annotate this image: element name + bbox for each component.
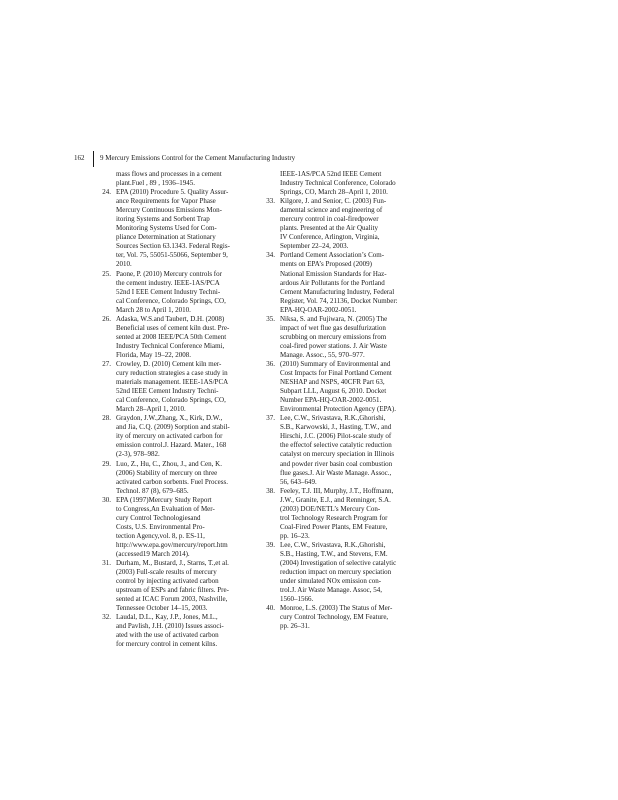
- reference-number: 29.: [102, 459, 111, 468]
- reference-line: plant.Fuel , 89 , 1936–1945.: [116, 179, 195, 188]
- reference-line: under simulated NOx emission con-: [280, 577, 382, 586]
- reference-number: 35.: [266, 314, 275, 323]
- reference-line: for mercury control in cement kilns.: [116, 640, 218, 649]
- reference-item: [258, 170, 424, 197]
- reference-line: control by injecting activated carbon: [116, 577, 219, 586]
- reference-line: http://www.epa.gov/mercury/report.htm: [116, 540, 228, 549]
- reference-number: 26.: [102, 314, 111, 323]
- reference-number: 27.: [102, 359, 111, 368]
- reference-number: 34.: [266, 251, 275, 260]
- reference-line: cury reduction strategies a case study in: [116, 369, 228, 378]
- reference-number: 40.: [266, 604, 275, 613]
- reference-line: March 28 to April 1, 2010.: [116, 305, 191, 314]
- reference-line: Kilgore, J. and Senior, C. (2003) Fun-: [280, 197, 387, 206]
- reference-line: emission control.J. Hazard. Mater., 168: [116, 441, 227, 450]
- reference-line: cal Conference, Colorado Springs, CO,: [116, 396, 226, 405]
- reference-line: Lee, C.W., Srivastava, R.K.,Ghorishi,: [280, 540, 386, 549]
- reference-line: (2003) DOE/NETL’s Mercury Con-: [280, 504, 381, 513]
- reference-item: [258, 315, 424, 360]
- reference-line: Beneficial uses of cement kiln dust. Pre-: [116, 323, 230, 332]
- reference-item: [258, 487, 424, 541]
- reference-number: 38.: [266, 486, 275, 495]
- reference-line: Florida, May 19–22, 2008.: [116, 350, 192, 359]
- reference-line: (accessed19 March 2014).: [116, 549, 190, 558]
- reference-line: National Emission Standards for Haz-: [280, 269, 387, 278]
- reference-line: mass flows and processes in a cement: [116, 170, 222, 178]
- reference-number: 37.: [266, 414, 275, 423]
- reference-line: ance Requirements for Vapor Phase: [116, 197, 216, 206]
- running-title: 9 Mercury Emissions Control for the Cement Manufacturing Industry: [100, 154, 296, 162]
- reference-line: activated carbon sorbents. Fuel Process.: [116, 477, 228, 486]
- reference-number: 33.: [266, 197, 275, 206]
- reference-line: ated with the use of activated carbon: [116, 631, 219, 640]
- reference-line: Adaska, W.S.and Taubert, D.H. (2008): [116, 314, 225, 323]
- reference-line: Sources Section 63.1343. Federal Regis-: [116, 242, 230, 251]
- reference-line: 56, 643–649.: [280, 477, 317, 486]
- reference-item: [94, 360, 260, 414]
- reference-line: the cement industry. IEEE-1AS/PCA: [116, 278, 220, 287]
- reference-line: Monitoring Systems Used for Com-: [116, 224, 217, 233]
- reference-line: pliance Determination at Stationary: [116, 233, 216, 242]
- reference-line: scrubbing on mercury emissions from: [280, 332, 387, 341]
- reference-line: Industry Technical Conference, Colorado: [280, 179, 396, 188]
- reference-line: cury Control Technologiesand: [116, 513, 201, 522]
- reference-item: [94, 188, 260, 269]
- reference-line: IEEE-1AS/PCA 52nd IEEE Cement: [280, 170, 382, 178]
- reference-number: 36.: [266, 359, 275, 368]
- reference-line: and powder river basin coal combustion: [280, 459, 393, 468]
- reference-line: 52nd IEEE Cement Industry Techni-: [116, 387, 219, 396]
- reference-line: ardous Air Pollutants for the Portland: [280, 278, 385, 287]
- reference-line: the effectof selective catalytic reduction: [280, 441, 392, 450]
- reference-line: EPA (2010) Procedure 5. Quality Assur-: [116, 188, 229, 197]
- reference-line: Durham, M., Bustard, J., Starns, T.,et al.: [116, 559, 229, 568]
- reference-line: EPA (1997)Mercury Study Report: [116, 495, 212, 504]
- reference-line: Manage. Assoc., 55, 970–977.: [280, 350, 365, 359]
- reference-line: Environmental Protection Agency (EPA).: [280, 405, 396, 414]
- reference-line: Register, Vol. 74, 21136, Docket Number:: [280, 296, 398, 305]
- reference-line: Graydon, J.W.,Zhang, X., Kirk, D.W.,: [116, 414, 223, 423]
- reference-item: [258, 541, 424, 604]
- reference-number: 39.: [266, 540, 275, 549]
- reference-item: [258, 360, 424, 414]
- reference-item: [94, 559, 260, 613]
- reference-line: (2003) Full-scale results of mercury: [116, 568, 217, 577]
- reference-line: cury Control Technology, EM Feature,: [280, 613, 389, 622]
- reference-line: Portland Cement Association’s Com-: [280, 251, 385, 260]
- reference-line: sented at ICAC Forum 2003, Nashville,: [116, 595, 228, 604]
- reference-number: 28.: [102, 414, 111, 423]
- reference-line: 2010.: [116, 260, 132, 269]
- reference-column-right: [258, 170, 424, 631]
- reference-line: to Congress,An Evaluation of Mer-: [116, 504, 215, 513]
- reference-line: itoring Systems and Sorbent Trap: [116, 215, 210, 224]
- reference-line: pp. 16–23.: [280, 531, 310, 540]
- reference-line: Hirschi, J.C. (2006) Pilot-scale study of: [280, 432, 392, 441]
- reference-number: 32.: [102, 613, 111, 622]
- reference-number: 31.: [102, 559, 111, 568]
- reference-number: 24.: [102, 188, 111, 197]
- reference-line: damental science and engineering of: [280, 206, 383, 215]
- reference-line: and Jia, C.Q. (2009) Sorption and stabil-: [116, 423, 230, 432]
- reference-line: Monroe, L.S. (2003) The Status of Mer-: [280, 604, 393, 613]
- reference-line: September 22–24, 2003.: [280, 242, 349, 251]
- page-number: 162: [74, 154, 85, 162]
- reference-item: [94, 315, 260, 360]
- reference-line: IV Conference, Arlington, Virginia,: [280, 233, 380, 242]
- reference-line: March 28–April 1, 2010.: [116, 405, 186, 414]
- reference-line: Technol. 87 (8), 679–685.: [116, 486, 189, 495]
- reference-line: Paone, P. (2010) Mercury controls for: [116, 269, 222, 278]
- reference-line: coal-fired power stations. J. Air Waste: [280, 341, 387, 350]
- reference-line: reduction impact on mercury speciation: [280, 568, 392, 577]
- reference-line: Mercury Continuous Emissions Mon-: [116, 206, 222, 215]
- reference-line: trol.J. Air Waste Manage. Assoc, 54,: [280, 586, 382, 595]
- reference-item: [258, 251, 424, 314]
- reference-item: [94, 270, 260, 315]
- reference-item: [94, 170, 260, 188]
- reference-line: (2006) Stability of mercury on three: [116, 468, 218, 477]
- reference-line: Industry Technical Conference Miami,: [116, 341, 225, 350]
- reference-line: NESHAP and NSPS, 40CFR Part 63,: [280, 378, 385, 387]
- reference-line: Tennessee October 14–15, 2003.: [116, 604, 208, 613]
- reference-item: [94, 414, 260, 459]
- reference-line: Lee, C.W., Srivastava, R.K.,Ghorishi,: [280, 414, 386, 423]
- page-header: [74, 151, 534, 167]
- reference-line: Crowley, D. (2010) Cement kiln mer-: [116, 359, 222, 368]
- reference-line: and Pavlish, J.H. (2010) Issues associ-: [116, 622, 224, 631]
- reference-line: Cost Impacts for Final Portland Cement: [280, 369, 392, 378]
- reference-item: [94, 496, 260, 559]
- reference-item: [258, 197, 424, 251]
- reference-line: J.W., Granite, E.J., and Renninger, S.A.: [280, 495, 391, 504]
- reference-line: S.B., Hasting, T.W., and Stevens, F.M.: [280, 549, 388, 558]
- reference-line: materials management. IEEE-1AS/PCA: [116, 378, 229, 387]
- reference-line: (2004) Investigation of selective catalytic: [280, 559, 397, 568]
- reference-line: 52nd I EEE Cement Industry Techni-: [116, 287, 221, 296]
- reference-line: sented at 2008 IEEE/PCA 50th Cement: [116, 332, 227, 341]
- reference-item: [258, 604, 424, 631]
- reference-line: trol Technology Research Program for: [280, 513, 388, 522]
- reference-line: Laudal, D.L., Kay, J.P., Jones, M.L.,: [116, 613, 218, 622]
- reference-item: [94, 460, 260, 496]
- reference-line: Number EPA-HQ-OAR-2002-0051.: [280, 396, 382, 405]
- reference-line: pp. 26–31.: [280, 622, 310, 631]
- reference-line: impact of wet flue gas desulfurization: [280, 323, 386, 332]
- reference-line: ments on EPA’s Proposed (2009): [280, 260, 372, 269]
- reference-line: ity of mercury on activated carbon for: [116, 432, 223, 441]
- reference-line: S.B., Karwowski, J., Hasting, T.W., and: [280, 423, 392, 432]
- reference-line: 1560–1566.: [280, 595, 314, 604]
- reference-line: Springs, CO, March 28–April 1, 2010.: [280, 188, 388, 197]
- reference-line: flue gases.J. Air Waste Manage. Assoc.,: [280, 468, 392, 477]
- reference-line: Luo, Z., Hu, C., Zhou, J., and Cen, K.: [116, 459, 222, 468]
- reference-line: plants. Presented at the Air Quality: [280, 224, 378, 233]
- reference-line: EPA-HQ-OAR-2002-0051.: [280, 305, 357, 314]
- reference-line: ter, Vol. 75, 55051-55066, September 9,: [116, 251, 228, 260]
- reference-line: catalyst on mercury speciation in Illinois: [280, 450, 395, 459]
- header-divider: [93, 151, 94, 167]
- reference-column-left: [94, 170, 260, 649]
- reference-line: Subpart LLL, August 6, 2010. Docket: [280, 387, 387, 396]
- reference-line: tection Agency,vol. 8, p. ES-11,: [116, 531, 205, 540]
- reference-item: [258, 414, 424, 486]
- reference-item: [94, 613, 260, 649]
- reference-line: Niksa, S. and Fujiwara, N. (2005) The: [280, 314, 388, 323]
- reference-line: Feeley, T.J. III, Murphy, J.T., Hoffmann,: [280, 486, 394, 495]
- reference-number: 25.: [102, 269, 111, 278]
- reference-line: cal Conference, Colorado Springs, CO,: [116, 296, 226, 305]
- reference-line: (2010) Summary of Environmental and: [280, 359, 391, 368]
- reference-line: Costs, U.S. Environmental Pro-: [116, 522, 205, 531]
- reference-line: Coal-Fired Power Plants, EM Feature,: [280, 522, 388, 531]
- reference-number: 30.: [102, 495, 111, 504]
- reference-line: upstream of ESPs and fabric filters. Pre-: [116, 586, 229, 595]
- reference-line: Cement Manufacturing Industry, Federal: [280, 287, 395, 296]
- reference-line: mercury control in coal-firedpower: [280, 215, 379, 224]
- reference-line: (2-3), 978–982.: [116, 450, 160, 459]
